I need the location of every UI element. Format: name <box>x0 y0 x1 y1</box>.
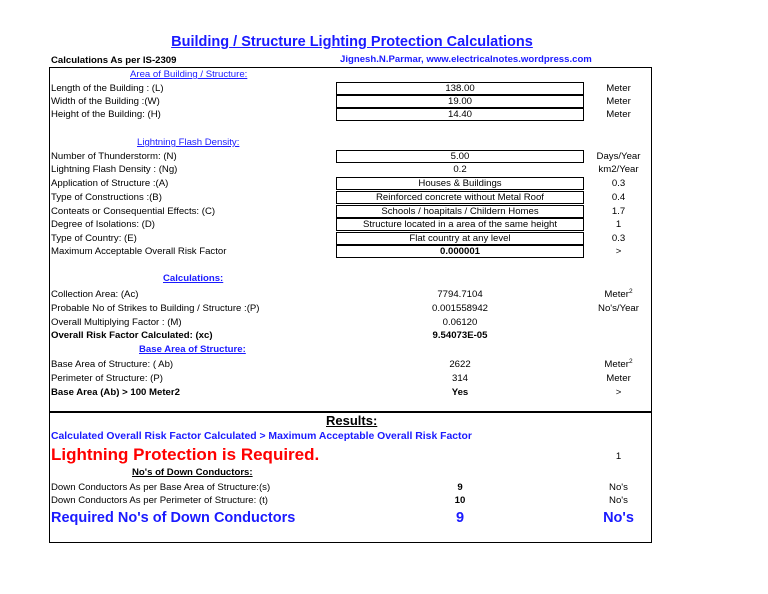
max-risk-label: Maximum Acceptable Overall Risk Factor <box>51 246 227 257</box>
required-conductors-label: Required No's of Down Conductors <box>51 510 296 526</box>
max-risk-input[interactable]: 0.000001 <box>336 245 584 258</box>
country-label: Type of Country: (E) <box>51 233 137 244</box>
application-select[interactable]: Houses & Buildings <box>336 177 584 190</box>
flash-density-value: 0.2 <box>453 164 467 175</box>
perimeter-value: 314 <box>451 373 468 384</box>
construction-label: Type of Constructions :(B) <box>51 192 162 203</box>
construction-select[interactable]: Reinforced concrete without Metal Roof <box>336 191 584 204</box>
collection-area-value: 7794.7104 <box>437 289 483 300</box>
strikes-unit: No's/Year <box>598 303 639 314</box>
perimeter-unit: Meter <box>606 373 631 384</box>
base-area-check-value: Yes <box>451 387 469 398</box>
collection-area-unit: Meter$^2$ <box>604 287 633 300</box>
perimeter-label: Perimeter of Structure: (P) <box>51 373 163 384</box>
contents-factor: 1.7 <box>611 206 626 217</box>
max-risk-comparator: > <box>615 246 622 257</box>
area-section-heading: Area of Building / Structure: <box>130 69 248 80</box>
down-base-label: Down Conductors As per Base Area of Structure:(s) <box>51 482 271 493</box>
length-label: Length of the Building : (L) <box>51 83 164 94</box>
isolation-select[interactable]: Structure located in a area of the same height <box>336 218 584 231</box>
down-perimeter-unit: No's <box>609 495 628 506</box>
strikes-label: Probable No of Strikes to Building / Structure :(P) <box>51 303 260 314</box>
results-heading: Results: <box>326 413 378 428</box>
collection-area-label: Collection Area: (Ac) <box>51 289 139 300</box>
width-input[interactable]: 19.00 <box>336 95 584 108</box>
base-area-unit: Meter$^2$ <box>604 357 633 370</box>
standard-reference: Calculations As per IS-2309 <box>51 55 177 66</box>
author-credit: Jignesh.N.Parmar, www.electricalnotes.wordpress.com <box>340 54 592 65</box>
down-base-value: 9 <box>457 482 463 493</box>
width-label: Width of the Building :(W) <box>51 96 160 107</box>
base-area-check-comparator: > <box>615 387 622 398</box>
down-perimeter-label: Down Conductors As per Perimeter of Structure: (t) <box>51 495 269 506</box>
isolation-label: Degree of Isolations: (D) <box>51 219 155 230</box>
width-unit: Meter <box>606 96 631 107</box>
base-area-value: 2622 <box>449 359 471 370</box>
flash-density-unit: km2/Year <box>598 164 639 175</box>
application-factor: 0.3 <box>611 178 626 189</box>
height-unit: Meter <box>606 109 631 120</box>
risk-factor-value: 9.54073E-05 <box>432 330 488 341</box>
results-verdict-value: 1 <box>615 451 622 462</box>
results-comparison: Calculated Overall Risk Factor Calculated > Maximum Acceptable Overall Risk Factor <box>51 431 472 442</box>
page-title: Building / Structure Lighting Protection Calculations <box>171 34 533 50</box>
down-perimeter-value: 10 <box>454 495 466 506</box>
application-label: Application of Structure :(A) <box>51 178 169 189</box>
length-unit: Meter <box>606 83 631 94</box>
thunderstorm-input[interactable]: 5.00 <box>336 150 584 163</box>
contents-select[interactable]: Schools / hoapitals / Childern Homes <box>336 205 584 218</box>
thunderstorm-unit: Days/Year <box>596 151 641 162</box>
multiplying-factor-label: Overall Multiplying Factor : (M) <box>51 317 182 328</box>
construction-factor: 0.4 <box>611 192 626 203</box>
length-input[interactable]: 138.00 <box>336 82 584 95</box>
base-section-heading: Base Area of Structure: <box>139 344 246 355</box>
strikes-value: 0.001558942 <box>431 303 489 314</box>
results-verdict: Lightning Protection is Required. <box>51 445 320 464</box>
required-conductors-value: 9 <box>455 510 465 526</box>
base-area-check-label: Base Area (Ab) > 100 Meter2 <box>51 387 180 398</box>
height-label: Height of the Building: (H) <box>51 109 161 120</box>
base-area-label: Base Area of Structure: ( Ab) <box>51 359 174 370</box>
required-conductors-unit: No's <box>603 510 634 526</box>
multiplying-factor-value: 0.06120 <box>442 317 478 328</box>
risk-factor-label: Overall Risk Factor Calculated: (xc) <box>51 330 213 341</box>
down-conductors-heading: No's of Down Conductors: <box>132 467 253 478</box>
flash-section-heading: Lightning Flash Density: <box>137 137 240 148</box>
down-base-unit: No's <box>609 482 628 493</box>
thunderstorm-label: Number of Thunderstorm: (N) <box>51 151 177 162</box>
isolation-factor: 1 <box>615 219 622 230</box>
country-select[interactable]: Flat country at any level <box>336 232 584 245</box>
calc-section-heading: Calculations: <box>163 273 224 284</box>
contents-label: Conteats or Consequential Effects: (C) <box>51 206 216 217</box>
flash-density-label: Lightning Flash Density : (Ng) <box>51 164 178 175</box>
country-factor: 0.3 <box>611 233 626 244</box>
height-input[interactable]: 14.40 <box>336 108 584 121</box>
